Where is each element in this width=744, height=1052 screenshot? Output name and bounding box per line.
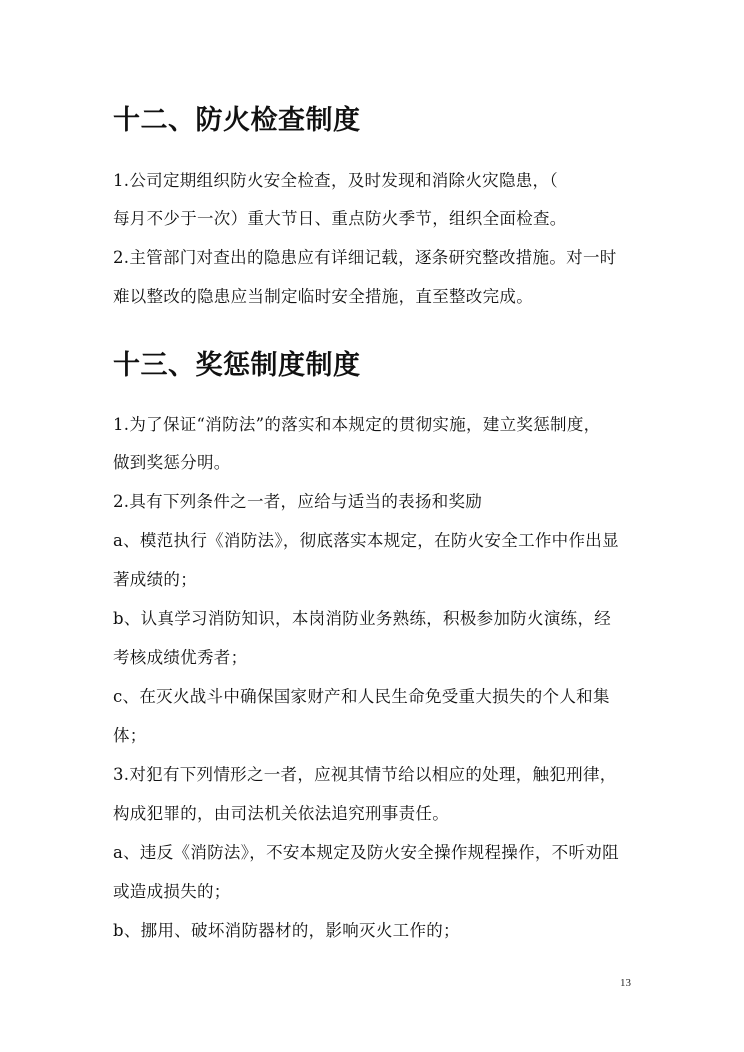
section-13-line-4: a、模范执行《消防法》，彻底落实本规定，在防火安全工作中作出显 [113,531,619,550]
section-13-line-7: 考核成绩优秀者； [113,648,248,667]
section-13-line-12: a、违反《消防法》，不安本规定及防火安全操作规程操作，不听劝阻 [113,843,619,862]
section-13-title: 十三、奖惩制度制度 [113,350,361,381]
section-12-line-2: 每月不少于一次）重大节日、重点防火季节，组织全面检查。 [113,209,567,228]
section-13-line-8: c、在灭火战斗中确保国家财产和人民生命免受重大损失的个人和集 [113,687,610,706]
section-13-line-10: 3.对犯有下列情形之一者，应视其情节给以相应的处理，触犯刑律， [113,765,617,784]
section-13-line-11: 构成犯罪的，由司法机关依法追究刑事责任。 [113,804,449,823]
section-13-line-5: 著成绩的； [113,570,197,589]
section-13-line-6: b、认真学习消防知识，本岗消防业务熟练，积极参加防火演练，经 [113,609,612,628]
section-13-line-14: b、挪用、破坏消防器材的，影响灭火工作的； [113,921,460,940]
page-number: 13 [620,977,631,989]
section-12-line-1: 1.公司定期组织防火安全检查，及时发现和消除火灾隐患，（ [113,171,558,190]
section-13-line-9: 体； [113,726,147,745]
section-13-line-2: 做到奖惩分明。 [113,453,231,472]
section-13-line-13: 或造成损失的； [113,882,231,901]
section-12-line-3: 2.主管部门对查出的隐患应有详细记载，逐条研究整改措施。对一时 [113,248,617,267]
section-13-line-1: 1.为了保证“消防法”的落实和本规定的贯彻实施，建立奖惩制度， [113,415,601,434]
section-12-title: 十二、防火检查制度 [113,105,361,136]
section-13-line-3: 2.具有下列条件之一者，应给与适当的表扬和奖励 [113,492,483,511]
section-12-line-4: 难以整改的隐患应当制定临时安全措施，直至整改完成。 [113,287,533,306]
